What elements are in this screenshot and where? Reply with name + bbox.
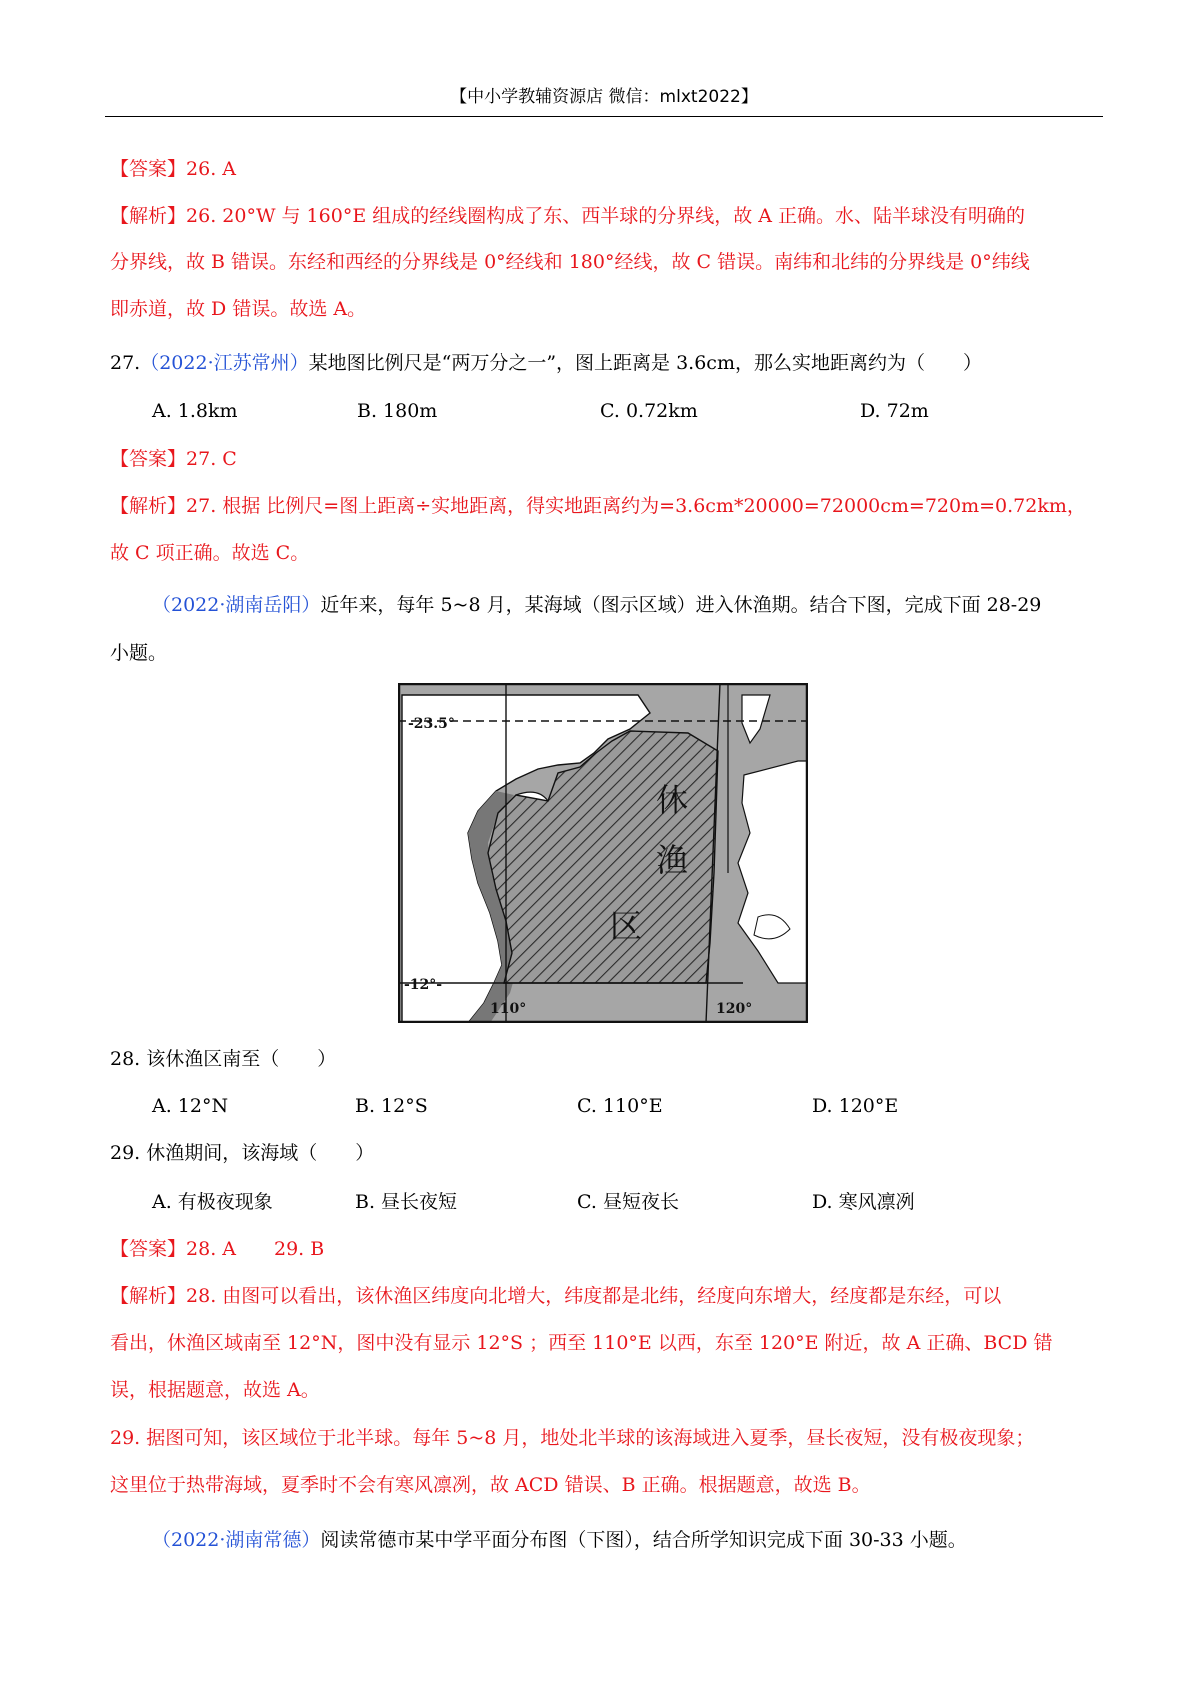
- question-text: 某地图比例尺是“两万分之一”，图上距离是 3.6cm，那么实地距离约为（ ）: [308, 352, 982, 374]
- zone-char-2: 渔: [656, 841, 689, 879]
- q29-option-c: C. 昼短夜长: [577, 1191, 679, 1213]
- analysis-text: 26. 20°W 与 160°E 组成的经线圈构成了东、西半球的分界线，故 A 正确。水、陆半球没有明确的: [186, 205, 1026, 227]
- q29-option-d: D. 寒风凛冽: [812, 1191, 915, 1213]
- group-intro-text: 近年来，每年 5~8 月，某海域（图示区域）进入休渔期。结合下图，完成下面 28-29: [320, 594, 1042, 616]
- lat-bottom-label: -12°-: [404, 977, 443, 993]
- page-header: 【中小学教辅资源店 微信：mlxt2022】: [105, 78, 1103, 117]
- lon-right-label: 120°: [716, 1001, 753, 1017]
- q28-option-c: C. 110°E: [577, 1095, 663, 1117]
- lat-top-label: -23.5°: [408, 716, 455, 732]
- q29-analysis-line-1: 29. 据图可知，该区域位于北半球。每年 5~8 月，地处北半球的该海域进入夏季，昼长夜短，没有极夜现象；: [110, 1427, 1035, 1449]
- q26-analysis-line-1: [110, 203, 1110, 229]
- q29-analysis-line-2: 这里位于热带海域，夏季时不会有寒风凛冽，故 ACD 错误、B 正确。根据题意，故选 B。: [110, 1474, 871, 1496]
- q28-analysis-line-2: 看出，休渔区域南至 12°N，图中没有显示 12°S ；西至 110°E 以西，东至 120°E 附近，故 A 正确、BCD 错: [110, 1332, 1053, 1354]
- answer-text: 28. A 29. B: [186, 1238, 325, 1260]
- q26-analysis-line-3: 即赤道，故 D 错误。故选 A。: [110, 298, 367, 320]
- q27-analysis-line-1: [110, 493, 1110, 519]
- group-30-intro: [152, 1527, 1152, 1553]
- group-28-intro-line-2: 小题。: [110, 642, 168, 664]
- question-source: （2022·江苏常州）: [140, 352, 309, 374]
- q28-option-a: A. 12°N: [152, 1095, 229, 1117]
- q26-answer: [110, 156, 1110, 182]
- q27-option-d: D. 72m: [860, 400, 929, 422]
- q28-stem: 28. 该休渔区南至（ ）: [110, 1048, 337, 1070]
- lon-left-label: 110°: [490, 1001, 527, 1017]
- q27-answer: [110, 446, 1110, 472]
- analysis-text: 27. 根据 比例尺=图上距离÷实地距离，得实地距离约为=3.6cm*20000=72000cm=720m=0.72km，: [186, 495, 1086, 517]
- answer-tag: 【答案】: [110, 448, 187, 470]
- q28-29-answer: [110, 1236, 1110, 1262]
- group-source: （2022·湖南岳阳）: [152, 594, 321, 616]
- answer-text: 27. C: [186, 448, 237, 470]
- q29-stem: 29. 休渔期间，该海域（ ）: [110, 1142, 375, 1164]
- group-28-intro: [152, 592, 1152, 618]
- analysis-tag: 【解析】: [110, 205, 187, 227]
- answer-tag: 【答案】: [110, 158, 187, 180]
- fishing-ban-map: [398, 683, 808, 1023]
- q27-stem: [110, 350, 1110, 376]
- q27-option-b: B. 180m: [357, 400, 438, 422]
- q26-analysis-line-2: 分界线，故 B 错误。东经和西经的分界线是 0°经线和 180°经线，故 C 错误。南纬和北纬的分界线是 0°纬线: [110, 251, 1030, 273]
- q27-option-c: C. 0.72km: [600, 400, 698, 422]
- q27-option-a: A. 1.8km: [152, 400, 238, 422]
- analysis-text: 28. 由图可以看出，该休渔区纬度向北增大，纬度都是北纬，经度向东增大，经度都是东经，可以: [186, 1285, 1002, 1307]
- analysis-tag: 【解析】: [110, 1285, 187, 1307]
- analysis-tag: 【解析】: [110, 495, 187, 517]
- q29-option-b: B. 昼长夜短: [355, 1191, 458, 1213]
- zone-char-1: 休: [656, 781, 689, 819]
- q28-option-d: D. 120°E: [812, 1095, 899, 1117]
- answer-tag: 【答案】: [110, 1238, 187, 1260]
- answer-text: 26. A: [186, 158, 236, 180]
- q28-analysis-line-3: 误，根据题意，故选 A。: [110, 1379, 320, 1401]
- q28-option-b: B. 12°S: [355, 1095, 428, 1117]
- q28-analysis-line-1: [110, 1283, 1110, 1309]
- question-number: 27.: [110, 352, 141, 374]
- group-intro-text: 阅读常德市某中学平面分布图（下图），结合所学知识完成下面 30-33 小题。: [320, 1529, 967, 1551]
- group-source: （2022·湖南常德）: [152, 1529, 321, 1551]
- q29-option-a: A. 有极夜现象: [152, 1191, 273, 1213]
- q27-analysis-line-2: 故 C 项正确。故选 C。: [110, 542, 310, 564]
- zone-char-3: 区: [610, 907, 643, 945]
